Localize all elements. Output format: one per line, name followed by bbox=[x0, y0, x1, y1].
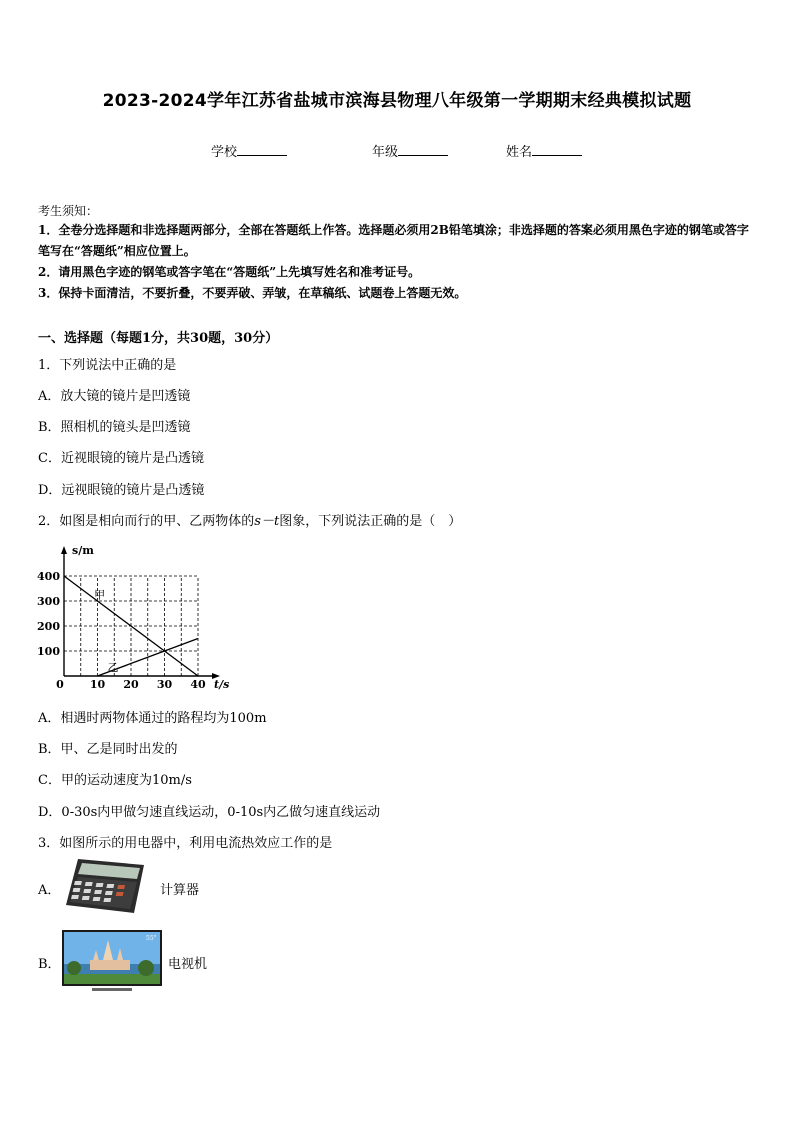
y-tick-label: 300 bbox=[37, 595, 60, 608]
school-field bbox=[211, 141, 287, 160]
q3-option-b-label: 电视机 bbox=[168, 957, 208, 972]
grade-blank bbox=[398, 143, 448, 156]
series-label-2: 乙 bbox=[107, 661, 119, 674]
x-axis-label: t/s bbox=[214, 678, 230, 691]
x-tick-label: 40 bbox=[190, 678, 206, 691]
q2-option-b: B．甲、乙是同时出发的 bbox=[38, 742, 178, 757]
q2-option-a: A．相遇时两物体通过的路程均为100m bbox=[38, 711, 267, 726]
q2-option-d: D．0-30s内甲做匀速直线运动，0-10s内乙做匀速直线运动 bbox=[38, 805, 381, 820]
q1-option-d: D．远视眼镜的镜片是凸透镜 bbox=[38, 483, 205, 498]
name-field bbox=[506, 141, 582, 160]
school-blank bbox=[237, 143, 287, 156]
q2-stem: 2．如图是相向而行的甲、乙两物体的s－t图象，下列说法正确的是（ ） bbox=[38, 514, 462, 529]
school-label: 学校 bbox=[211, 145, 238, 160]
q1-option-c: C．近视眼镜的镜片是凸透镜 bbox=[38, 451, 204, 466]
y-axis-arrow bbox=[61, 546, 67, 554]
calculator-image bbox=[64, 857, 149, 917]
q2-stem-variable: s－t bbox=[254, 514, 280, 529]
x-tick-label: 30 bbox=[156, 678, 173, 691]
q2-option-c: C．甲的运动速度为10m/s bbox=[38, 773, 192, 788]
tv-size-badge: 55" bbox=[146, 935, 157, 942]
q3-option-b-letter: B． bbox=[38, 957, 61, 972]
x-tick-label: 10 bbox=[89, 678, 106, 691]
x-tick-label: 0 bbox=[56, 678, 64, 691]
section-heading: 一、选择题（每题1分，共30题，30分） bbox=[38, 331, 279, 346]
st-graph bbox=[36, 540, 236, 692]
series-label-1: 甲 bbox=[94, 588, 106, 602]
x-tick-label: 20 bbox=[123, 678, 139, 691]
q1-option-a: A．放大镜的镜片是凹透镜 bbox=[38, 389, 191, 404]
name-blank bbox=[532, 143, 582, 156]
y-axis-label: s/m bbox=[72, 544, 94, 557]
q3-option-a-label: 计算器 bbox=[160, 883, 200, 898]
q1-stem: 1．下列说法中正确的是 bbox=[38, 358, 177, 373]
grade-field bbox=[372, 141, 448, 160]
q1-option-b: B．照相机的镜头是凹透镜 bbox=[38, 420, 191, 435]
y-tick-label: 200 bbox=[37, 620, 60, 633]
y-tick-label: 400 bbox=[37, 570, 60, 583]
page-title: 2023-2024学年江苏省盐城市滨海县物理八年级第一学期期末经典模拟试题 bbox=[102, 91, 692, 111]
notice-item-2: 2．请用黑色字迹的钢笔或答字笔在“答题纸”上先填写姓名和准考证号。 bbox=[38, 265, 421, 279]
q3-option-a-letter: A． bbox=[38, 883, 61, 898]
grade-label: 年级 bbox=[372, 145, 399, 160]
notice-item-3: 3．保持卡面清洁，不要折叠，不要弄破、弄皱，在草稿纸、试题卷上答题无效。 bbox=[38, 286, 467, 300]
notice-item-1: 1．全卷分选择题和非选择题两部分，全部在答题纸上作答。选择题必须用2B铅笔填涂；非选择题的答案必须用黑色字迹的钢笔或答字笔写在“答题纸”相应位置上。 bbox=[38, 223, 749, 258]
television-image bbox=[62, 930, 162, 994]
y-tick-label: 100 bbox=[37, 645, 60, 658]
notice-heading: 考生须知： bbox=[38, 204, 99, 218]
name-label: 姓名 bbox=[506, 145, 533, 160]
q3-stem: 3．如图所示的用电器中，利用电流热效应工作的是 bbox=[38, 836, 333, 851]
